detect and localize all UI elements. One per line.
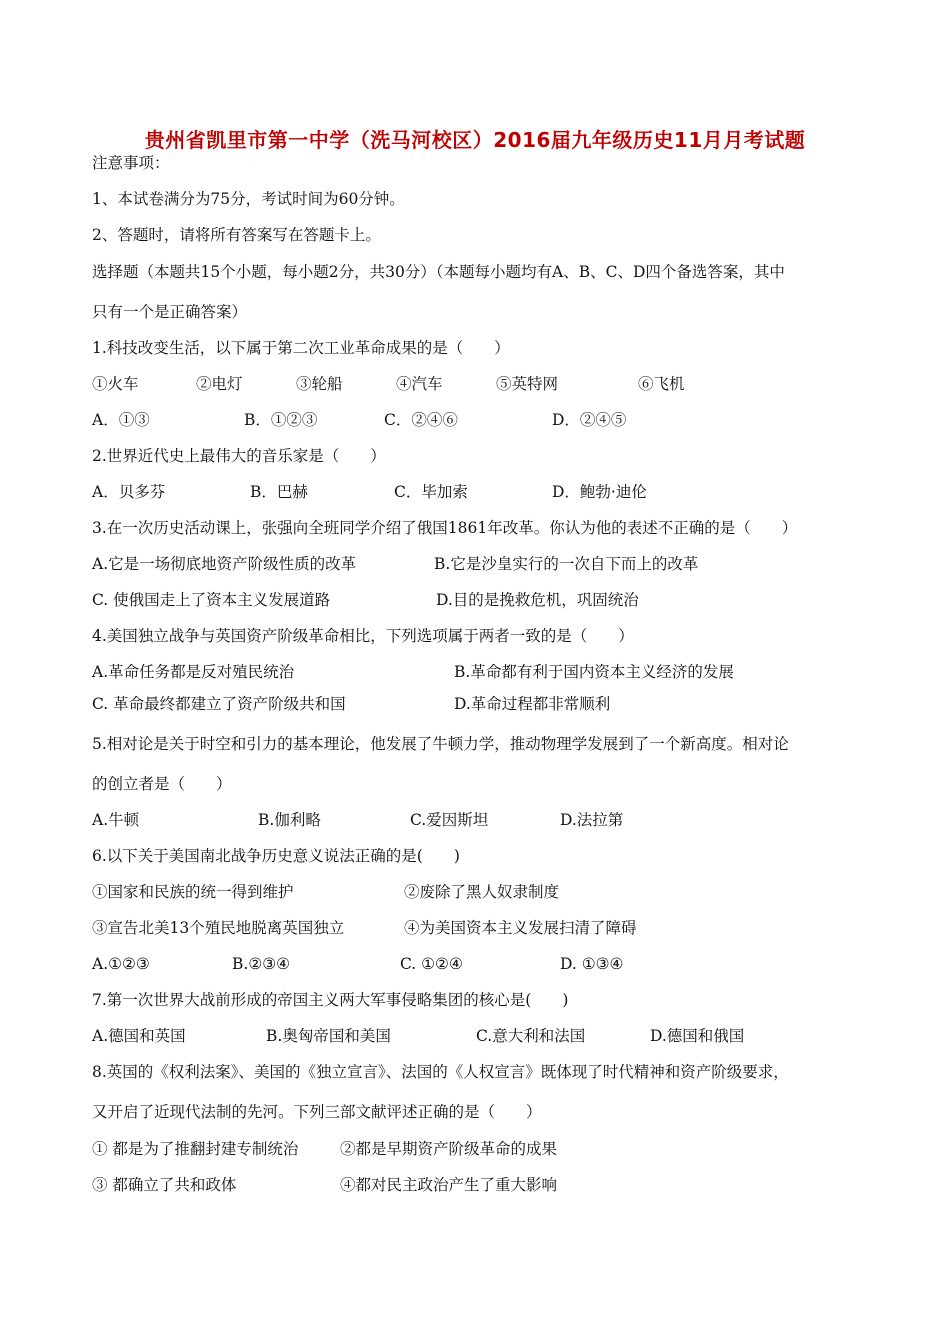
question-5-option: C.爱因斯坦	[410, 811, 489, 829]
question-2-option: D．鲍勃·迪伦	[552, 483, 647, 501]
question-1-item: ④汽车	[396, 375, 443, 393]
question-7-option: C.意大利和法国	[476, 1027, 586, 1045]
section-instructions: 选择题（本题共15个小题，每小题2分，共30分）（本题每小题均有A、B、C、D四个备选答案，其中	[92, 263, 785, 281]
question-3-option: C. 使俄国走上了资本主义发展道路	[92, 591, 331, 609]
question-2-option: A．贝多芬	[92, 483, 166, 501]
question-1-item: ③轮船	[296, 375, 343, 393]
question-1-item: ②电灯	[196, 375, 243, 393]
question-5-option: A.牛顿	[92, 811, 140, 829]
question-5-option: B.伽利略	[258, 811, 321, 829]
question-1-item: ⑥飞机	[638, 375, 685, 393]
question-6-option: B.②③④	[232, 955, 291, 973]
question-6-item: ④为美国资本主义发展扫清了障碍	[404, 919, 637, 937]
note-1: 1、本试卷满分为75分，考试时间为60分钟。	[92, 190, 405, 208]
question-6-option: C. ①②④	[400, 955, 463, 973]
question-8-item: ②都是早期资产阶级革命的成果	[340, 1140, 558, 1158]
question-7-stem: 7.第一次世界大战前形成的帝国主义两大军事侵略集团的核心是( )	[92, 991, 569, 1009]
question-8-stem-cont: 又开启了近现代法制的先河。下列三部文献评述正确的是（ ）	[92, 1103, 542, 1121]
question-6-item: ②废除了黑人奴隶制度	[404, 883, 560, 901]
question-8-item: ④都对民主政治产生了重大影响	[340, 1176, 558, 1194]
question-4-option: A.革命任务都是反对殖民统治	[92, 663, 295, 681]
question-1-option: B．①②③	[244, 411, 318, 429]
question-8-item: ③ 都确立了共和政体	[92, 1176, 237, 1194]
question-1-option: C．②④⑥	[384, 411, 458, 429]
question-4-option: D.革命过程都非常顺利	[454, 695, 611, 713]
question-7-option: A.德国和英国	[92, 1027, 186, 1045]
section-instructions-cont: 只有一个是正确答案）	[92, 303, 248, 321]
question-2-option: C．毕加索	[394, 483, 468, 501]
question-3-option: B.它是沙皇实行的一次自下而上的改革	[434, 555, 699, 573]
question-6-item: ③宣告北美13个殖民地脱离英国独立	[92, 919, 345, 937]
question-2-option: B．巴赫	[250, 483, 308, 501]
question-1-option: D．②④⑤	[552, 411, 627, 429]
question-7-option: B.奥匈帝国和美国	[266, 1027, 391, 1045]
question-2-stem: 2.世界近代史上最伟大的音乐家是（ ）	[92, 447, 386, 465]
question-7-option: D.德国和俄国	[650, 1027, 745, 1045]
question-6-item: ①国家和民族的统一得到维护	[92, 883, 294, 901]
question-1-stem: 1.科技改变生活，以下属于第二次工业革命成果的是（ ）	[92, 339, 510, 357]
question-4-option: B.革命都有利于国内资本主义经济的发展	[454, 663, 734, 681]
question-6-option: D. ①③④	[560, 955, 624, 973]
question-5-stem-cont: 的创立者是（ ）	[92, 775, 232, 793]
question-8-stem: 8.英国的《权利法案》、美国的《独立宣言》、法国的《人权宣言》既体现了时代精神和资产阶级要求，	[92, 1063, 789, 1081]
question-6-stem: 6.以下关于美国南北战争历史意义说法正确的是( )	[92, 847, 460, 865]
notes-heading: 注意事项：	[92, 154, 170, 172]
question-5-option: D.法拉第	[560, 811, 624, 829]
question-5-stem: 5.相对论是关于时空和引力的基本理论，他发展了牛顿力学，推动物理学发展到了一个新高度。相对论	[92, 735, 789, 753]
question-4-option: C. 革命最终都建立了资产阶级共和国	[92, 695, 346, 713]
question-1-item: ⑤英特网	[496, 375, 559, 393]
question-8-item: ① 都是为了推翻封建专制统治	[92, 1140, 299, 1158]
question-1-item: ①火车	[92, 375, 139, 393]
page-title: 贵州省凯里市第一中学（洗马河校区）2016届九年级历史11月月考试题	[144, 128, 806, 152]
question-3-option: D.目的是挽救危机，巩固统治	[436, 591, 639, 609]
question-1-option: A．①③	[92, 411, 150, 429]
question-4-stem: 4.美国独立战争与英国资产阶级革命相比，下列选项属于两者一致的是（ ）	[92, 627, 634, 645]
question-3-option: A.它是一场彻底地资产阶级性质的改革	[92, 555, 357, 573]
question-6-option: A.①②③	[92, 955, 150, 973]
note-2: 2、答题时，请将所有答案写在答题卡上。	[92, 226, 381, 244]
question-3-stem: 3.在一次历史活动课上，张强向全班同学介绍了俄国1861年改革。你认为他的表述不正确的是（ ）	[92, 519, 798, 537]
